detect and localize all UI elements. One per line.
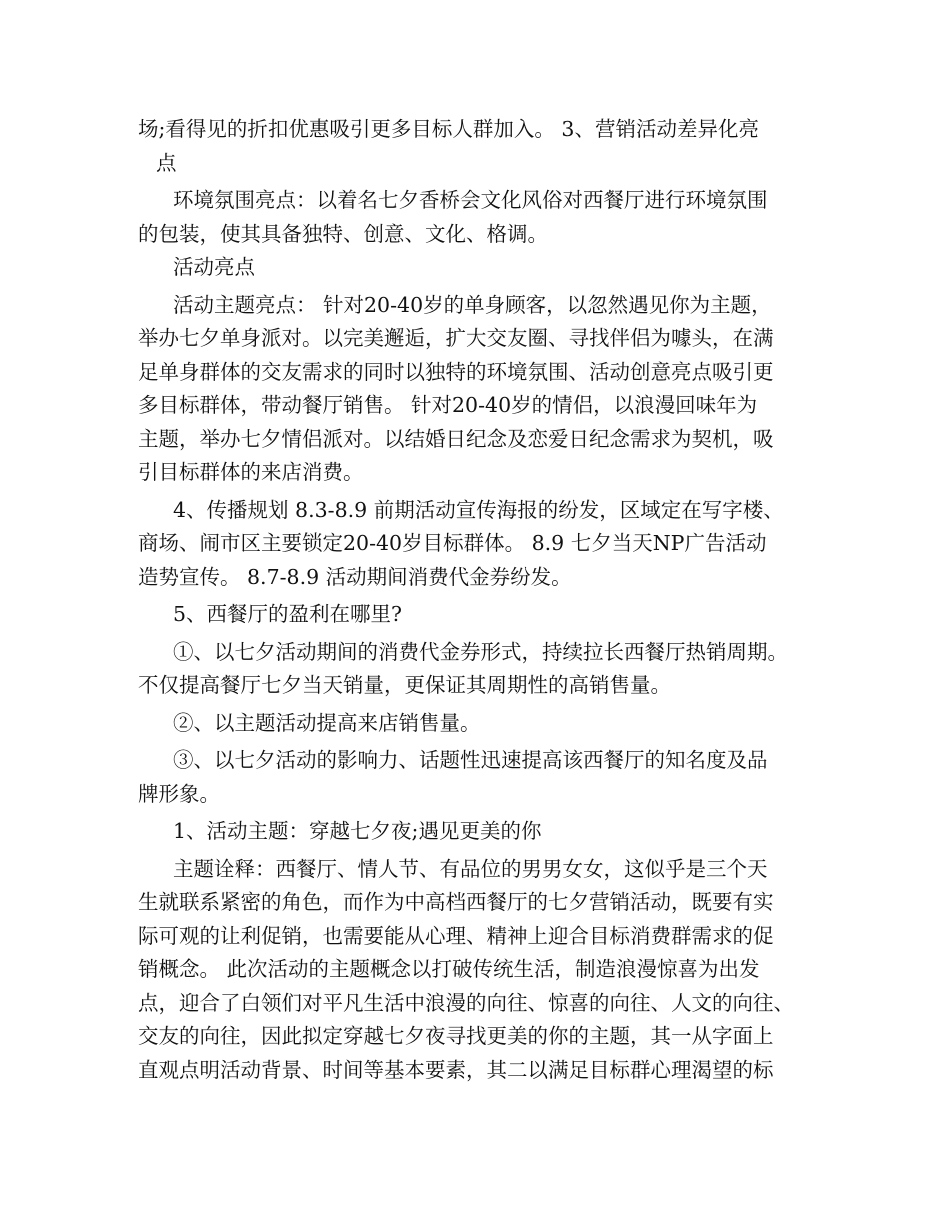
text-line: ①、以七夕活动期间的消费代金券形式，持续拉长西餐厅热销周期。 — [173, 639, 788, 664]
text-line: 足单身群体的交友需求的同时以独特的环境氛围、活动创意亮点吸引更 — [138, 359, 774, 384]
text-line: 际可观的让利促销，也需要能从心理、精神上迎合目标消费群需求的促 — [138, 923, 774, 948]
text-line: 主题诠释：西餐厅、情人节、有品位的男男女女，这似乎是三个天 — [173, 856, 768, 881]
text-line: 点，迎合了白领们对平凡生活中浪漫的向往、惊喜的向往、人文的向往、 — [138, 990, 794, 1015]
text-line: ②、以主题活动提高来店销售量。 — [173, 710, 481, 735]
text-line: 交友的向往，因此拟定穿越七夕夜寻找更美的你的主题，其一从字面上 — [138, 1024, 774, 1048]
text-line: 多目标群体，带动餐厅销售。 针对20-40岁的情侣，以浪漫回味年为 — [138, 393, 758, 417]
text-line: 4、传播规划 8.3-8.9 前期活动宣传海报的纷发，区域定在写字楼、 — [173, 497, 784, 522]
text-line: 点 — [156, 150, 177, 175]
text-line: 引目标群体的来店消费。 — [138, 460, 364, 484]
text-line: 牌形象。 — [138, 781, 220, 806]
section-heading: 5、西餐厅的盈利在哪里? — [173, 602, 403, 626]
text-line: 的包装，使其具备独特、创意、文化、格调。 — [138, 221, 548, 246]
section-heading: 活动亮点 — [173, 255, 255, 279]
text-line: 环境氛围亮点：以着名七夕香桥会文化风俗对西餐厅进行环境氛围 — [173, 188, 768, 212]
text-line: 活动主题亮点： 针对20-40岁的单身顾客，以忽然遇见你为主题， — [173, 292, 772, 317]
text-line: 生就联系紧密的角色，而作为中高档西餐厅的七夕营销活动，既要有实 — [138, 890, 774, 914]
text-line: ③、以七夕活动的影响力、话题性迅速提高该西餐厅的知名度及品 — [173, 748, 768, 772]
text-line: 场;看得见的折扣优惠吸引更多目标人群加入。 3、营销活动差异化亮 — [138, 117, 759, 141]
text-line: 造势宣传。 8.7-8.9 活动期间消费代金券纷发。 — [138, 564, 572, 589]
section-heading: 1、活动主题：穿越七夕夜;遇见更美的你 — [173, 819, 542, 843]
document-body — [138, 113, 818, 1087]
text-line: 举办七夕单身派对。以完美邂逅，扩大交友圈、寻找伴侣为噱头，在满 — [138, 326, 774, 350]
text-line: 销概念。 此次活动的主题概念以打破传统生活，制造浪漫惊喜为出发 — [138, 957, 760, 981]
text-line: 不仅提高餐厅七夕当天销量，更保证其周期性的高销售量。 — [138, 673, 671, 697]
text-line: 直观点明活动背景、时间等基本要素，其二以满足目标群心理渴望的标 — [138, 1057, 774, 1082]
text-line: 主题，举办七夕情侣派对。以结婚日纪念及恋爱日纪念需求为契机，吸 — [138, 426, 774, 451]
text-line: 商场、闹市区主要锁定20-40岁目标群体。 8.9 七夕当天NP广告活动 — [138, 531, 767, 555]
